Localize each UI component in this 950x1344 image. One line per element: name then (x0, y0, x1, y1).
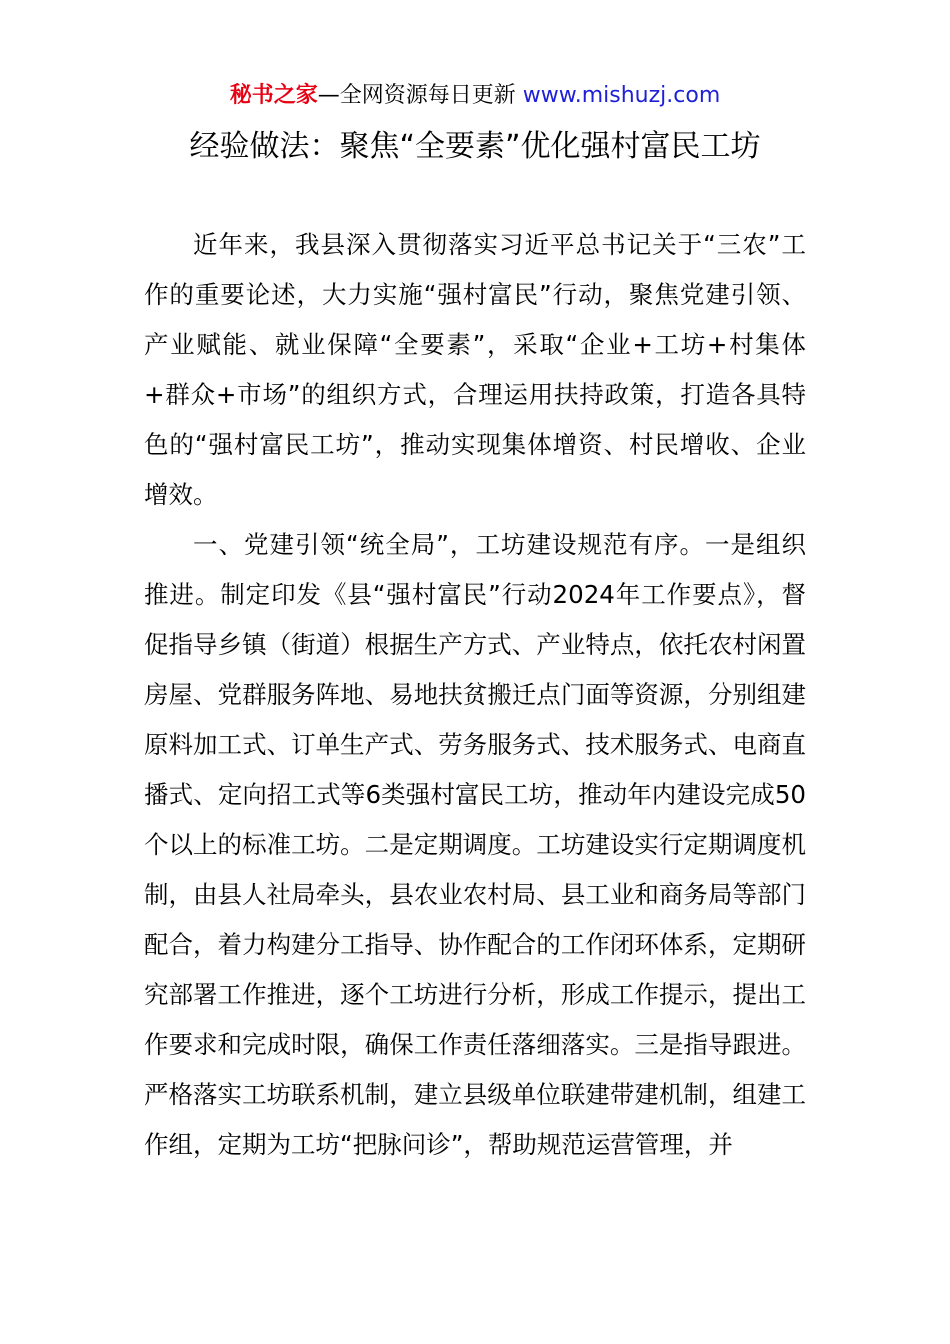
site-brand: 秘书之家 (229, 83, 318, 108)
paragraph-intro: 近年来，我县深入贯彻落实习近平总书记关于“三农”工作的重要论述，大力实施“强村富民”行动，聚焦党建引领、产业赋能、就业保障“全要素”，采取“企业+工坊+村集体+群众+市场”的组织方式，合理运用扶持政策，打造各具特色的“强村富民工坊”，推动实现集体增资、村民增收、企业增效。 (144, 230, 806, 509)
document-body (144, 220, 806, 1170)
site-tagline: —全网资源每日更新 (317, 83, 523, 108)
paragraph-section-1: 一、党建引领“统全局”，工坊建设规范有序。一是组织推进。制定印发《县“强村富民”行动2024年工作要点》，督促指导乡镇（街道）根据生产方式、产业特点，依托农村闲置房屋、党群服务阵地、易地扶贫搬迁点门面等资源，分别组建原料加工式、订单生产式、劳务服务式、技术服务式、电商直播式、定向招工式等6类强村富民工坊，推动年内建设完成50个以上的标准工坊。二是定期调度。工坊建设实行定期调度机制，由县人社局牵头，县农业农村局、县工业和商务局等部门配合，着力构建分工指导、协作配合的工作闭环体系，定期研究部署工作推进，逐个工坊进行分析，形成工作提示，提出工作要求和完成时限，确保工作责任落细落实。三是指导跟进。严格落实工坊联系机制，建立县级单位联建带建机制，组建工作组，定期为工坊“把脉问诊”，帮助规范运营管理，并 (144, 530, 806, 1159)
site-url-link[interactable]: www.mishuzj.com (522, 83, 721, 108)
document-title: 经验做法：聚焦“全要素”优化强村富民工坊 (189, 129, 761, 164)
site-header (0, 80, 950, 112)
